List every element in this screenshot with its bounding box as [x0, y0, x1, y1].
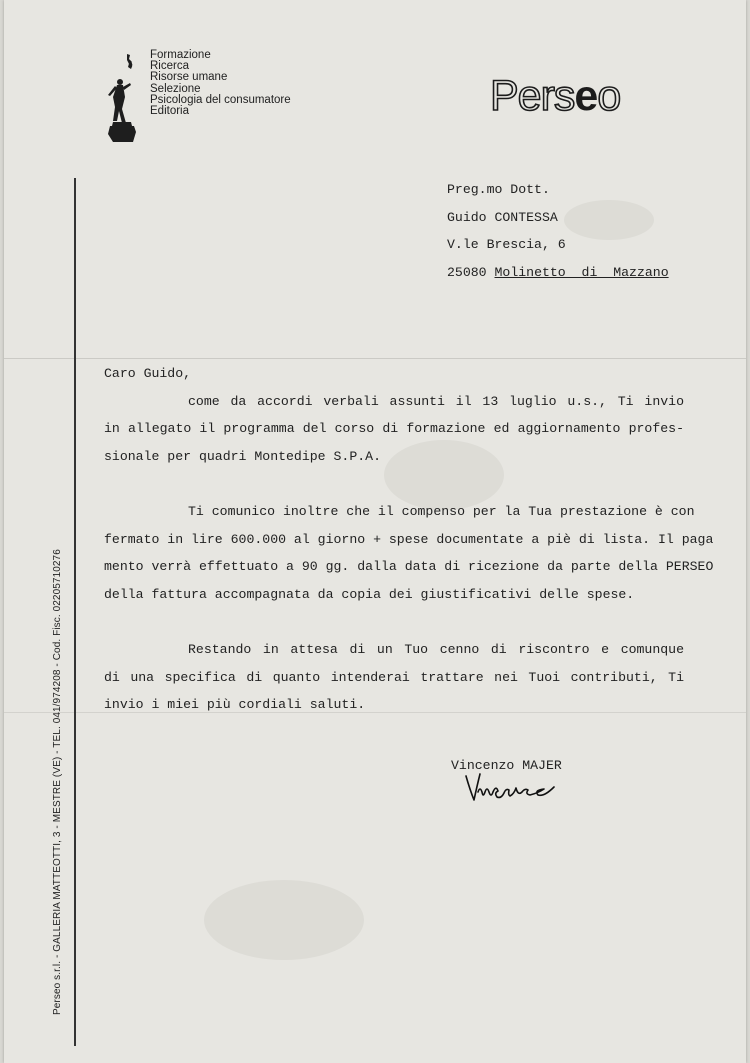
city: Molinetto di Mazzano [494, 264, 669, 280]
address-line: Guido CONTESSA [447, 209, 558, 225]
paragraph-2 [104, 498, 714, 608]
service-item: Editoria [150, 105, 189, 118]
letter-body [104, 360, 714, 719]
address-line: Preg.mo Dott. [447, 182, 550, 197]
text-line: come da accordi verbali assunti il 13 luglio u.s., Ti invio [188, 393, 684, 409]
margin-rule [74, 178, 76, 1046]
brand-logo [490, 72, 620, 120]
postcode: 25080 [447, 264, 487, 280]
handwritten-signature [464, 770, 576, 804]
text-line: sionale per quadri Montedipe S.P.A. [104, 448, 381, 464]
address-line [447, 259, 669, 287]
recipient-address [447, 176, 669, 286]
text-line: invio i miei più cordiali saluti. [104, 697, 366, 712]
service-item: Ricerca [150, 60, 189, 73]
service-item: Formazione [150, 49, 211, 61]
signer-name: Vincenzo MAJER [451, 758, 562, 773]
text-line: fermato in lire 600.000 al giorno + spese documentate a piè di lista. Il paga [104, 531, 714, 547]
text-line: della fattura accompagnata da copia dei giustificativi delle spese. [104, 586, 635, 602]
fold-crease [4, 358, 746, 359]
letter-page [4, 0, 746, 1063]
paragraph-3 [104, 636, 684, 719]
services-list [150, 50, 291, 117]
service-item: Risorse umane [150, 71, 228, 84]
text-line: Ti comunico inoltre che il compenso per la Tua prestazione è con [188, 504, 695, 519]
paragraph-1 [104, 388, 684, 471]
brand-text-outline-end: o [597, 72, 621, 120]
text-line: mento verrà effettuato a 90 gg. dalla data di ricezione da parte della PERSEO [104, 559, 714, 574]
text-line: in allegato il programma del corso di formazione ed aggiornamento profes- [104, 421, 684, 436]
service-item: Psicologia del consumatore [150, 93, 291, 106]
salutation: Caro Guido, [104, 366, 192, 381]
text-line: Restando in attesa di un Tuo cenno di riscontro e comunque [188, 642, 684, 657]
service-item: Selezione [150, 82, 201, 95]
brand-text-outline: Pers [490, 72, 575, 120]
paper-stain [204, 880, 364, 960]
address-line: V.le Brescia, 6 [447, 237, 566, 252]
perseus-statue-logo [104, 52, 140, 144]
text-line: di una specifica di quanto intenderai trattare nei Tuoi contributi, Ti [104, 669, 684, 685]
brand-text-bold: e [574, 72, 598, 120]
company-footer: Perseo s.r.l. - GALLERIA MATTEOTTI, 3 - MESTRE (VE) - TEL. 041/974208 - Cod. Fisc. 02205710276 [52, 549, 63, 1015]
